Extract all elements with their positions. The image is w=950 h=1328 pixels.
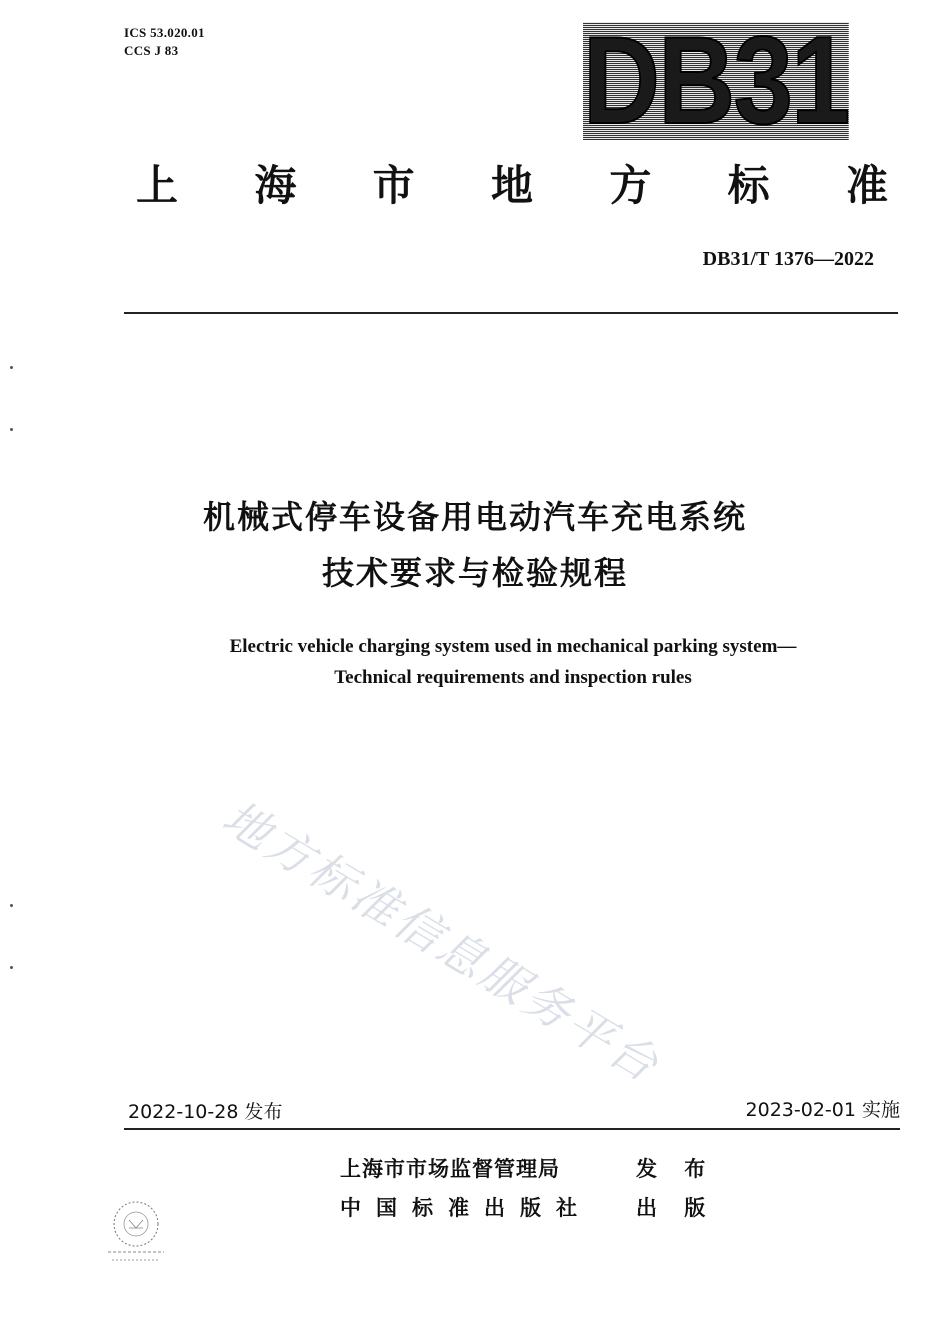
margin-dot [10, 966, 13, 969]
ccs-code: CCS J 83 [124, 43, 179, 58]
title-zh-line2: 技术要求与检验规程 [321, 554, 628, 592]
standard-type-char: 方 [609, 161, 652, 210]
library-stamp-icon [96, 1190, 176, 1270]
standard-type-char: 地 [490, 161, 533, 210]
title-zh-line1: 机械式停车设备用电动汽车充电系统 [202, 498, 747, 536]
margin-dot [10, 366, 13, 369]
standard-type-char: 海 [254, 161, 297, 210]
standard-type-char: 标 [727, 161, 770, 210]
standard-mark-logo [583, 12, 849, 150]
standard-type-char: 市 [372, 161, 415, 210]
standard-mark-text: DB31 [583, 12, 849, 150]
standard-type-heading [136, 158, 888, 214]
publisher-action: 发 布 [636, 1157, 716, 1181]
ics-code: ICS 53.020.01 [124, 25, 205, 40]
publisher-name: 上海市市场监督管理局 [340, 1157, 560, 1181]
publisher-name: 中国标准出版社 [340, 1196, 592, 1220]
publisher-action: 出 版 [636, 1196, 716, 1220]
margin-dot [10, 428, 13, 431]
watermark: 地方标准信息服务平台 [213, 789, 670, 1094]
issue-date: 2022-10-28 发布 [128, 1101, 283, 1123]
margin-dot [10, 904, 13, 907]
publisher-row [340, 1154, 715, 1184]
title-en-line2: Technical requirements and inspection rules [334, 667, 692, 688]
classification-codes [124, 24, 205, 60]
publisher-row [340, 1193, 715, 1223]
standard-type-char: 准 [845, 161, 888, 210]
implementation-date: 2023-02-01 实施 [745, 1099, 900, 1121]
top-divider [124, 312, 898, 314]
title-en-line1: Electric vehicle charging system used in mechanical parking system— [229, 636, 797, 657]
bottom-divider [124, 1128, 900, 1130]
standard-type-char: 上 [136, 161, 179, 210]
standard-number: DB31/T 1376—2022 [702, 248, 874, 270]
